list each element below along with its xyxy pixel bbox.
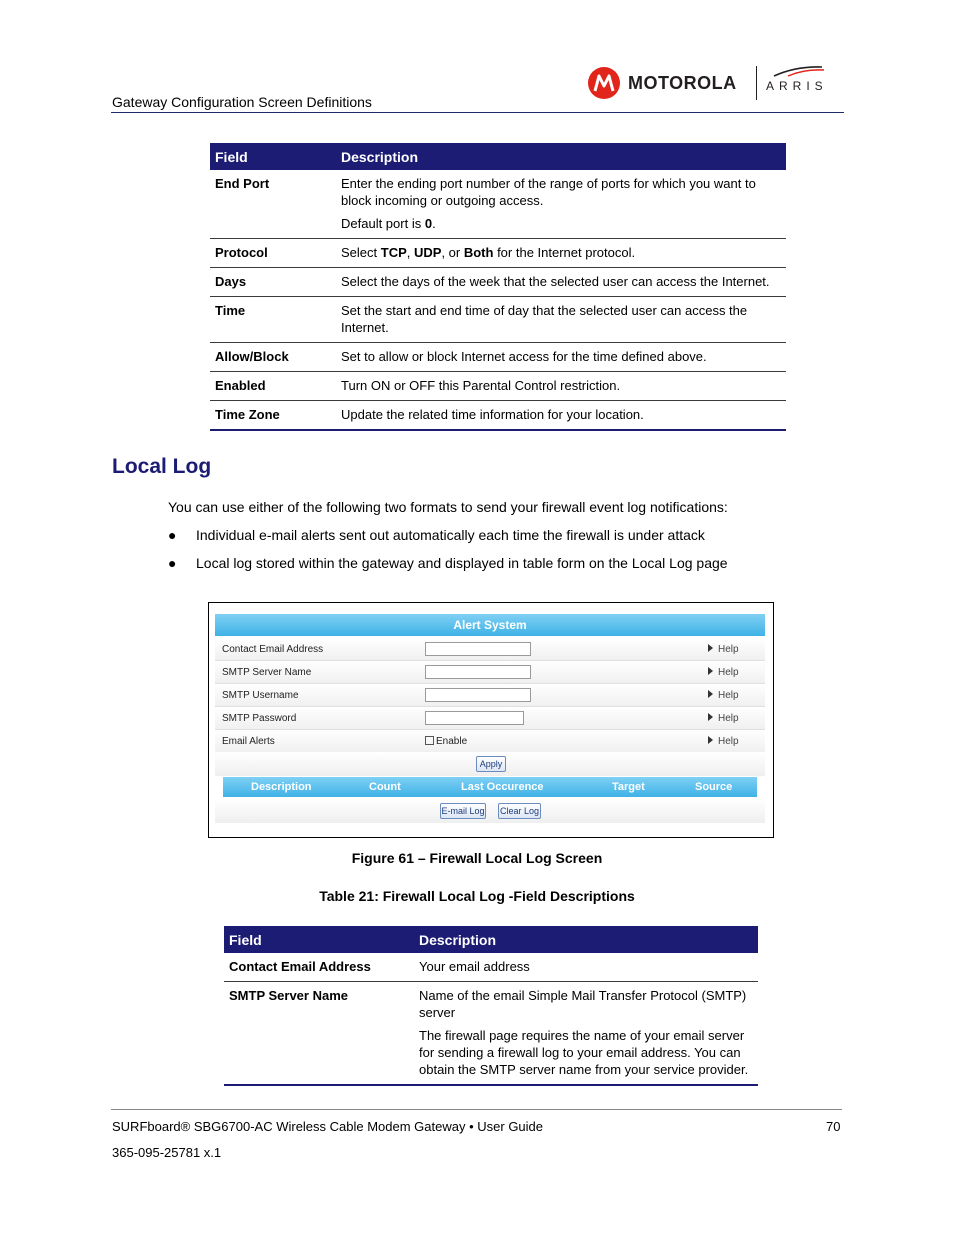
- local-log-field-table: [224, 926, 758, 1086]
- form-row-smtp-password: [215, 707, 765, 730]
- description-cell: Set the start and end time of day that the selected user can access the Internet.: [336, 297, 786, 343]
- table-row: [210, 343, 786, 372]
- column-header-field: Field: [224, 926, 414, 953]
- arrow-right-icon: [708, 644, 713, 652]
- field-cell: Time: [210, 297, 336, 343]
- checkbox-icon: [425, 736, 434, 745]
- table-row: [210, 170, 786, 239]
- field-label: SMTP Password: [222, 713, 297, 724]
- description-note: The firewall page requires the name of your email server for sending a firewall log to your email address. You can obtain the SMTP server name from your service provider.: [419, 1028, 749, 1077]
- log-column-count: Count: [369, 781, 401, 793]
- form-row-smtp-server: [215, 661, 765, 684]
- logo-divider: [756, 66, 757, 100]
- field-label: Contact Email Address: [222, 644, 324, 655]
- field-cell: Days: [210, 268, 336, 297]
- footer-rule: [111, 1109, 842, 1110]
- arris-swoosh-icon: [766, 64, 830, 78]
- running-header: Gateway Configuration Screen Definitions: [112, 94, 372, 110]
- arrow-right-icon: [708, 713, 713, 721]
- smtp-server-input[interactable]: [425, 665, 531, 679]
- field-cell: End Port: [210, 170, 336, 239]
- table-row: [210, 297, 786, 343]
- help-link[interactable]: Help: [708, 644, 739, 655]
- description-cell: Set to allow or block Internet access for the time defined above.: [336, 343, 786, 372]
- arrow-right-icon: [708, 667, 713, 675]
- clear-log-button[interactable]: Clear Log: [498, 803, 541, 819]
- alert-system-title-bar: Alert System: [215, 614, 765, 636]
- description-cell: Turn ON or OFF this Parental Control restriction.: [336, 372, 786, 401]
- header-rule: [111, 112, 844, 113]
- field-label: Email Alerts: [222, 736, 275, 747]
- table-row: [210, 401, 786, 431]
- list-item-text: Local log stored within the gateway and displayed in table form on the Local Log page: [196, 555, 728, 571]
- smtp-username-input[interactable]: [425, 688, 531, 702]
- log-column-description: Description: [251, 781, 312, 793]
- help-link[interactable]: Help: [708, 736, 739, 747]
- table-row: [210, 268, 786, 297]
- help-link[interactable]: Help: [708, 690, 739, 701]
- table-row: [210, 239, 786, 268]
- table-row: [224, 982, 758, 1086]
- description-cell: Update the related time information for your location.: [336, 401, 786, 431]
- form-row-email-alerts: [215, 730, 765, 753]
- description-text: Enter the ending port number of the range of ports for which you want to block incoming or outgoing access.: [341, 176, 756, 208]
- table-row: [210, 372, 786, 401]
- form-row-smtp-username: [215, 684, 765, 707]
- smtp-password-input[interactable]: [425, 711, 524, 725]
- description-note: Default port is 0.: [341, 216, 436, 231]
- table-caption: Table 21: Firewall Local Log -Field Descriptions: [319, 888, 635, 904]
- section-heading-local-log: Local Log: [112, 455, 212, 478]
- description-cell: Your email address: [414, 953, 758, 982]
- arris-wordmark: ARRIS: [766, 79, 828, 93]
- log-buttons-row: [215, 799, 765, 823]
- log-column-target: Target: [612, 781, 645, 793]
- arrow-right-icon: [708, 690, 713, 698]
- field-cell: Protocol: [210, 239, 336, 268]
- brand-logos: [588, 64, 830, 104]
- email-log-button[interactable]: E-mail Log: [440, 803, 486, 819]
- help-link[interactable]: Help: [708, 713, 739, 724]
- field-cell: Time Zone: [210, 401, 336, 431]
- enable-checkbox[interactable]: Enable: [425, 736, 467, 747]
- field-cell: Contact Email Address: [224, 953, 414, 982]
- intro-paragraph: You can use either of the following two formats to send your firewall event log notifications:: [168, 499, 728, 515]
- motorola-wordmark: MOTOROLA: [628, 73, 737, 93]
- column-header-description: Description: [414, 926, 758, 953]
- arrow-right-icon: [708, 736, 713, 744]
- description-cell: [414, 982, 758, 1086]
- footer-doc-number: 365-095-25781 x.1: [112, 1145, 222, 1160]
- field-cell: Allow/Block: [210, 343, 336, 372]
- apply-button[interactable]: Apply: [476, 756, 506, 772]
- description-cell: Select TCP, UDP, or Both for the Internet protocol.: [336, 239, 786, 268]
- log-column-last-occurence: Last Occurence: [461, 781, 544, 793]
- firewall-local-log-figure: [208, 602, 774, 838]
- apply-row: [215, 752, 765, 776]
- table-row: [224, 953, 758, 982]
- alert-system-panel: [215, 614, 765, 824]
- parental-control-field-table: [210, 143, 786, 431]
- description-text: Name of the email Simple Mail Transfer Protocol (SMTP) server: [419, 988, 747, 1020]
- contact-email-input[interactable]: [425, 642, 531, 656]
- description-cell: Select the days of the week that the selected user can access the Internet.: [336, 268, 786, 297]
- help-link[interactable]: Help: [708, 667, 739, 678]
- bullet-icon: ●: [168, 527, 177, 543]
- field-label: SMTP Server Name: [222, 667, 312, 678]
- form-row-contact-email: [215, 638, 765, 661]
- page-number: 70: [826, 1119, 841, 1134]
- list-item-text: Individual e-mail alerts sent out automatically each time the firewall is under attack: [196, 527, 705, 543]
- motorola-logo-icon: [588, 67, 620, 99]
- field-cell: Enabled: [210, 372, 336, 401]
- footer-product-line: SURFboard® SBG6700-AC Wireless Cable Modem Gateway • User Guide: [112, 1119, 544, 1134]
- figure-caption: Figure 61 – Firewall Local Log Screen: [351, 850, 603, 866]
- column-header-field: Field: [210, 143, 336, 170]
- log-column-source: Source: [695, 781, 733, 793]
- field-label: SMTP Username: [222, 690, 299, 701]
- field-cell: SMTP Server Name: [224, 982, 414, 1086]
- log-table-header: [223, 777, 757, 797]
- description-cell: [336, 170, 786, 239]
- bullet-icon: ●: [168, 555, 177, 571]
- column-header-description: Description: [336, 143, 786, 170]
